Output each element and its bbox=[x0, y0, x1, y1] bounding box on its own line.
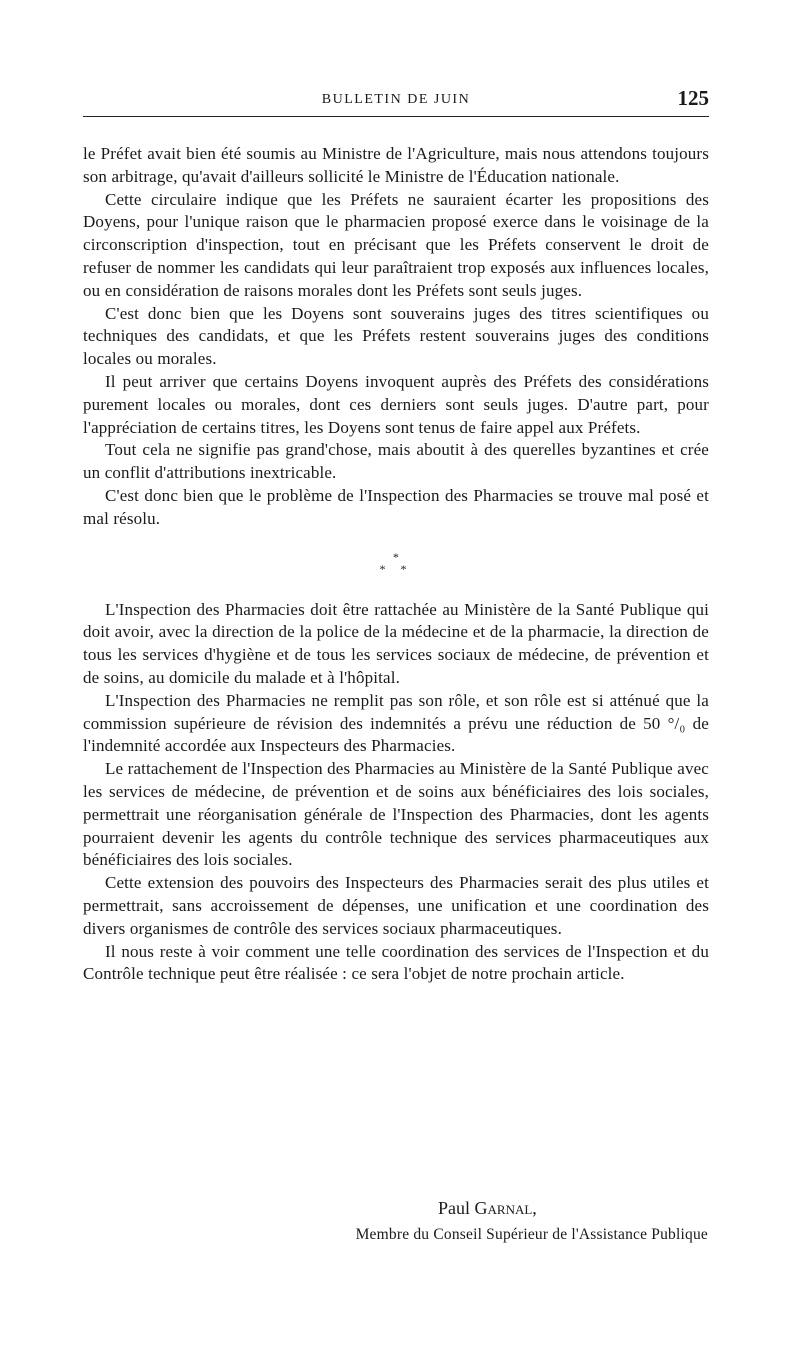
paragraph: Il peut arriver que certains Doyens invoquent auprès des Préfets des considérations purement locales ou morales, dont ces derniers sont seuls juges. D'autre part, pour l'appréciation de certains titres, les Doyens sont tenus de faire appel aux Préfets. bbox=[83, 371, 709, 437]
paragraph: L'Inspection des Pharmacies ne remplit pas son rôle, et son rôle est si atténué que la commission supérieure de révision des indemnités a prévu une réduction de 50 °/₀ de l'indemnité accordée aux Inspecteurs des Pharmacies. bbox=[83, 690, 709, 756]
paragraph: Cette extension des pouvoirs des Inspecteurs des Pharmacies serait des plus utiles et permettrait, sans accroissement de dépenses, une unification et une coordination des divers organismes de contrôle des services sociaux pharmaceutiques. bbox=[83, 873, 709, 938]
paragraph: Il nous reste à voir comment une telle coordination des services de l'Inspection et du Contrôle technique peut être réalisée : ce sera l'objet de notre prochain article. bbox=[83, 941, 709, 984]
paragraph: C'est donc bien que le problème de l'Inspection des Pharmacies se trouve mal posé et mal résolu. bbox=[83, 485, 709, 528]
running-header bbox=[83, 86, 709, 117]
signature-last-name: Garnal, bbox=[474, 1198, 537, 1218]
signature-role: Membre du Conseil Supérieur de l'Assistance Publique bbox=[355, 1226, 708, 1243]
article-body bbox=[83, 143, 709, 986]
signature-first-name: Paul bbox=[438, 1198, 471, 1218]
paragraph: C'est donc bien que les Doyens sont souverains juges des titres scientifiques ou techniques des candidats, et que les Préfets restent souverains juges des conditions locales ou morales. bbox=[83, 303, 709, 369]
asterism-bottom: * * bbox=[379, 561, 413, 576]
section-separator bbox=[83, 531, 709, 599]
paragraph: Tout cela ne signifie pas grand'chose, mais aboutit à des querelles byzantines et crée un conflit d'attributions inextricable. bbox=[83, 440, 709, 483]
paragraph: le Préfet avait bien été soumis au Ministre de l'Agriculture, mais nous attendons toujours son arbitrage, qu'avait d'ailleurs sollicité le Ministre de l'Éducation nationale. bbox=[83, 144, 709, 186]
page-number: 125 bbox=[677, 86, 709, 110]
paragraph: Cette circulaire indique que les Préfets ne sauraient écarter les propositions des Doyens, pour l'unique raison que le pharmacien proposé exerce dans le voisinage de la circonscription d'inspection, tout en précisant que les Préfets conservent le droit de refuser de nommer les candidats qui leur paraîtraient trop exposés aux influences locales, ou en considération de raisons morales dont les Préfets sont seuls juges. bbox=[83, 189, 709, 300]
header-title: BULLETIN DE JUIN bbox=[321, 92, 471, 107]
paragraph: Le rattachement de l'Inspection des Pharmacies au Ministère de la Santé Publique avec les services de médecine, de prévention et de soins aux bénéficiaires des lois sociales, permettrait une réorganisation générale de l'Inspection des Pharmacies, dont les agents pourraient devenir les agents du contrôle technique des services pharmaceutiques aux bénéficiaires des lois sociales. bbox=[83, 759, 709, 870]
asterism-top: * bbox=[392, 549, 400, 564]
paragraph: L'Inspection des Pharmacies doit être rattachée au Ministère de la Santé Publique qui doit avoir, avec la direction de la police de la médecine et de la pharmacie, la direction de tous les services d'hygiène et de tous les services sociaux de médecine, de prévention et de soins, au domicile du malade et à l'hôpital. bbox=[83, 599, 709, 687]
signature-name bbox=[438, 1198, 537, 1219]
